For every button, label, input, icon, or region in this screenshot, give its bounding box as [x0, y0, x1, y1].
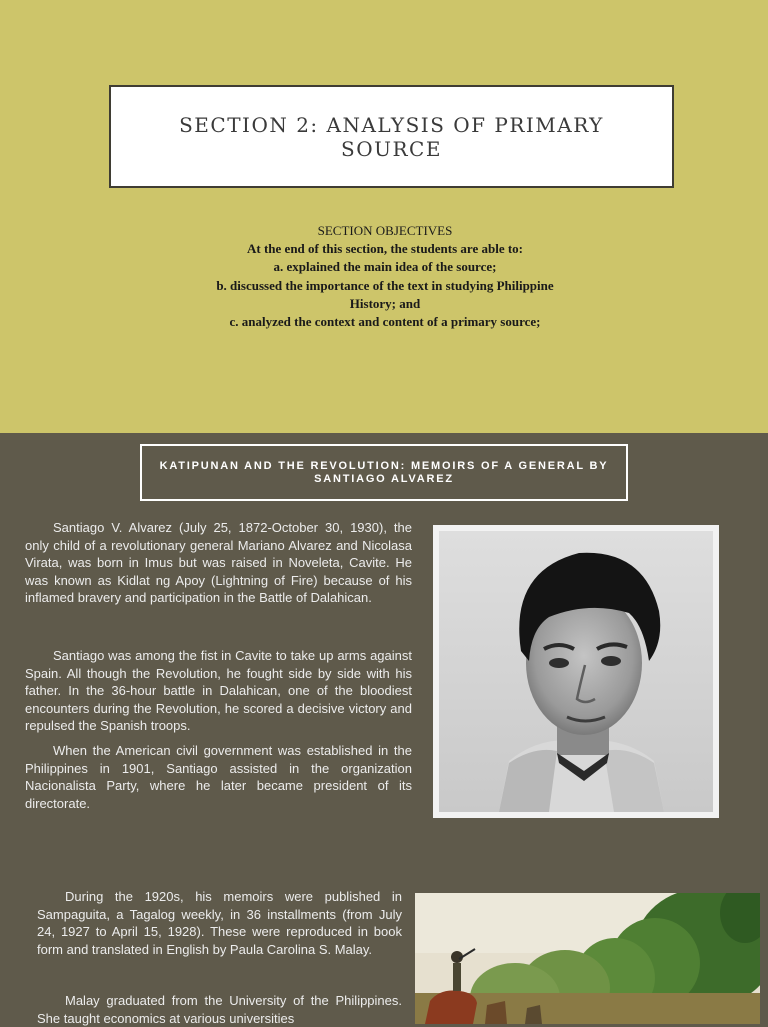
- portrait-image: [439, 531, 713, 812]
- memoirs-title: KATIPUNAN AND THE REVOLUTION: MEMOIRS OF A GENERAL BY SANTIAGO ALVAREZ: [159, 459, 609, 485]
- memoirs-title-box: [140, 444, 628, 501]
- body-paragraph: During the 1920s, his memoirs were published in Sampaguita, a Tagalog weekly, in 36 installments (from July 24, 1927 to April 15, 1928). These were reproduced in book form and translated in English by Paula Carolina S. Malay.: [37, 889, 402, 957]
- objectives-slide: [0, 0, 768, 433]
- section-objectives: [200, 222, 570, 331]
- body-paragraph: Santiago was among the fist in Cavite to take up arms against Spain. All though the Revolution, he fought side by side with his father. In the 36-hour battle in Dalahican, one of the bloodiest encounters during the Revolution, he scored a decisive victory and repulsed the Spanish troops.: [25, 648, 412, 734]
- objectives-heading: SECTION OBJECTIVES: [317, 223, 453, 238]
- painting-image: [415, 893, 760, 1024]
- section-title-box: [109, 85, 674, 188]
- body-paragraph: When the American civil government was established in the Philippines in 1901, Santiago assisted in the organization Nacionalista Party, where he later became president of its directorate.: [25, 743, 412, 811]
- objective-item: c. analyzed the context and content of a primary source;: [229, 314, 541, 330]
- battle-painting: [415, 893, 760, 1024]
- section-title: SECTION 2: ANALYSIS OF PRIMARY SOURCE: [179, 112, 604, 161]
- objective-item: b. discussed the importance of the text in studying Philippine History; and: [216, 277, 554, 311]
- objectives-intro: At the end of this section, the students are able to:: [247, 241, 523, 257]
- portrait-photo: [433, 525, 719, 818]
- body-paragraph: Santiago V. Alvarez (July 25, 1872-October 30, 1930), the only child of a revolutionary general Mariano Alvarez and Nicolasa Virata, was born in Imus but was raised in Noveleta, Cavite. He was known as Kidlat ng Apoy (Lightning of Fire) because of his inflamed bravery and participation in the Battle of Dalahican.: [25, 520, 412, 606]
- objective-item: a. explained the main idea of the source;: [273, 259, 497, 275]
- memoirs-slide: [0, 433, 768, 1024]
- body-paragraph: Malay graduated from the University of the Philippines. She taught economics at various universities: [37, 993, 402, 1026]
